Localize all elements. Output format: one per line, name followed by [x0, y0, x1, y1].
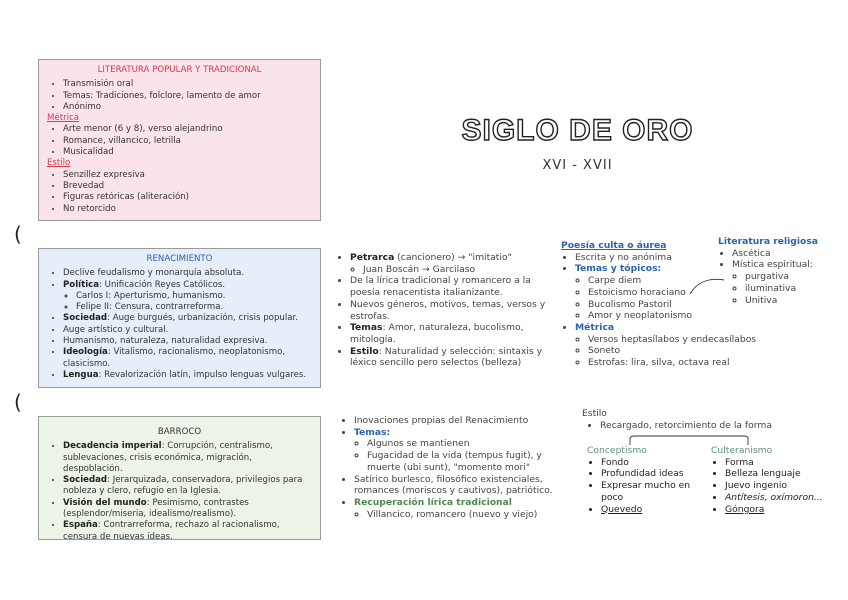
renacimiento-box: [38, 248, 321, 388]
list-item: • Humanismo, naturaleza, naturalidad expresiva.: [63, 336, 312, 347]
list-item: • Quevedo: [601, 504, 705, 516]
list-item: ◦ iluminativa: [745, 283, 843, 295]
renacimiento-notes: [336, 252, 558, 369]
list-item: • Sociedad: Auge burgués, urbanización, crisis popular.: [63, 313, 312, 324]
list-item: ◦ Algunos se mantienen: [367, 438, 558, 450]
conceptismo-heading: Conceptismo: [587, 445, 647, 456]
conceptismo-column: [587, 445, 705, 515]
list-item: • Decadencia imperial: Corrupción, centralismo, sublevaciones, crisis económica, migración, despoblación.: [63, 441, 312, 475]
list-item: • Transmisión oral: [63, 79, 312, 90]
estilo-list: [47, 170, 312, 215]
list-item: • Satírico burlesco, filosófico existenciales, romances (moriscos y cautivos), patriótico.: [354, 474, 558, 497]
list-item: • Senzillez expresiva: [63, 170, 312, 181]
list-item: ◦ Villancico, romancero (nuevo y viejo): [367, 509, 558, 521]
list-item: • Recargado, retorcimiento de la forma: [600, 420, 842, 432]
barroco-box: [38, 416, 321, 540]
metrica-label: Métrica: [47, 113, 79, 124]
metrica-list: [47, 124, 312, 158]
list-item: • Temas: ◦ Algunos se mantienen ◦ Fugacidad de la vida (tempus fugit), y muerte (ubi sunt), "momento mori": [354, 427, 558, 474]
list-item: • España: Contrarreforma, rechazo al racionalismo, censura de nuevas ideas.: [63, 520, 312, 543]
culteranismo-column: [711, 445, 843, 515]
list-item: • Política: Unificación Reyes Católicos. ◦ Carlos I: Aperturismo, humanismo. ◦ Felipe II: Censura, contrarreforma.: [63, 280, 312, 314]
list-item: • Figuras retóricas (aliteración): [63, 192, 312, 203]
list-item: ◦ Felipe II: Censura, contrarreforma.: [76, 302, 312, 313]
bracket-mark-2: (: [14, 390, 22, 414]
renacimiento-heading: RENACIMIENTO: [146, 254, 213, 264]
list-item: • Juevo ingenio: [725, 480, 843, 492]
list-item: • Estilo: Naturalidad y selección: sintaxis y léxico sencillo pero selectos (belleza): [350, 346, 558, 369]
page-title: SIGLO DE ORO: [461, 114, 694, 147]
list-item: • Mística espiritual: ◦ purgativa ◦ iluminativa ◦ Unitiva: [732, 259, 843, 306]
list-item: • Temas: Tradiciones, folclore, lamento de amor: [63, 91, 312, 102]
list-item: ◦ Soneto: [588, 345, 761, 357]
list-item: • Ascética: [732, 248, 843, 260]
list-item: • Petrarca (cancionero) → "imitatio" ◦ Juan Boscán → Garcilaso: [350, 252, 558, 275]
list-item: • Ideología: Vitalismo, racionalismo, neoplatonismo, clasicismo.: [63, 347, 312, 370]
culteranismo-heading: Culteranismo: [711, 445, 773, 456]
barroco-heading: BARROCO: [157, 427, 202, 437]
list-item: ◦ Bucolismo Pastoril: [588, 299, 761, 311]
religiosa-heading: Literatura religiosa: [718, 236, 818, 247]
list-item: • Temas: Amor, naturaleza, bucolismo, mitología.: [350, 322, 558, 345]
estilo-heading: Estilo: [582, 408, 607, 419]
list-item: • Declive feudalismo y monarquía absoluta.: [63, 268, 312, 279]
list-item: • Belleza lenguaje: [725, 468, 843, 480]
list-item: • Métrica ◦ Versos heptasílabos y endecasílabos ◦ Soneto ◦ Estrofas: lira, silva, octava real: [575, 322, 761, 369]
list-item: • Anónimo: [63, 102, 312, 113]
list-item: • Visión del mundo: Pesimismo, contrastes (esplendor/miseria, idealismo/realismo).: [63, 498, 312, 521]
list-item: • Brevedad: [63, 181, 312, 192]
religiosa-notes: [718, 236, 843, 306]
list-item: • Auge artístico y cultural.: [63, 325, 312, 336]
list-item: • Forma: [725, 457, 843, 469]
list-item: • Antítesis, oxímoron...: [725, 492, 843, 504]
list-item: ◦ Amor y neoplatonismo: [588, 310, 761, 322]
barroco-estilo: [582, 408, 842, 431]
list-item: • Nuevos géneros, motivos, temas, versos y estrofas.: [350, 299, 558, 322]
poesia-culta-heading: Poesía culta o áurea: [561, 240, 667, 251]
list-item: • Fondo: [601, 457, 705, 469]
barroco-notes: [340, 415, 558, 520]
popular-list: [47, 79, 312, 113]
list-item: • Temas y tópicos: ◦ Carpe diem ◦ Estoicismo horaciano ◦ Bucolismo Pastoril ◦ Amor y neoplatonismo: [575, 263, 761, 322]
renacimiento-list: [47, 268, 312, 381]
popular-heading: LITERATURA POPULAR Y TRADICIONAL: [97, 65, 262, 75]
popular-box: [38, 59, 321, 221]
list-item: • Expresar mucho en poco: [601, 480, 705, 503]
list-item: • Arte menor (6 y 8), verso alejandrino: [63, 124, 312, 135]
page-subtitle: XVI - XVII: [542, 158, 613, 173]
list-item: • Profundidad ideas: [601, 468, 705, 480]
bracket-mark-1: (: [14, 222, 22, 246]
list-item: • Escrita y no anónima: [575, 252, 761, 264]
list-item: • Sociedad: Jerarquizada, conservadora, privilegios para nobleza y clero, refugio en la Iglesia.: [63, 475, 312, 498]
list-item: ◦ Unitiva: [745, 295, 843, 307]
list-item: • Musicalidad: [63, 147, 312, 158]
list-item: • No retorcido: [63, 204, 312, 215]
list-item: • Recuperación lírica tradicional ◦ Villancico, romancero (nuevo y viejo): [354, 497, 558, 520]
list-item: ◦ Juan Boscán → Garcilaso: [363, 264, 558, 276]
list-item: ◦ Fugacidad de la vida (tempus fugit), y muerte (ubi sunt), "momento mori": [367, 450, 558, 473]
list-item: ◦ Carpe diem: [588, 275, 761, 287]
list-item: • Góngora: [725, 504, 843, 516]
list-item: ◦ Estrofas: lira, silva, octava real: [588, 357, 761, 369]
list-item: ◦ purgativa: [745, 271, 843, 283]
list-item: • Inovaciones propias del Renacimiento: [354, 415, 558, 427]
estilo-label: Estilo: [47, 158, 71, 169]
list-item: ◦ Versos heptasílabos y endecasílabos: [588, 334, 761, 346]
barroco-list: [47, 441, 312, 543]
list-item: ◦ Estoicismo horaciano: [588, 287, 761, 299]
list-item: • De la lírica tradicional y romancero a la poesía renacentista italianizante.: [350, 275, 558, 298]
list-item: • Lengua: Revalorización latín, impulso lenguas vulgares.: [63, 370, 312, 381]
list-item: ◦ Carlos I: Aperturismo, humanismo.: [76, 291, 312, 302]
list-item: • Romance, villancico, letrilla: [63, 136, 312, 147]
